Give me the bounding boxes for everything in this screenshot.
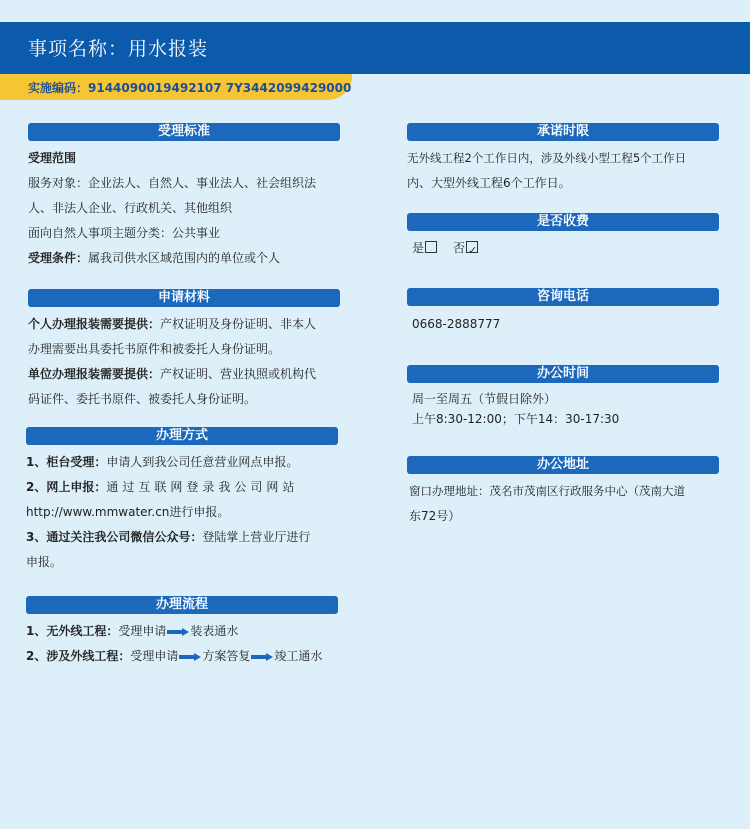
arrow-right-icon xyxy=(251,653,273,661)
method-2-line1: 2、网上申报：通过互联网登录我公司网站 xyxy=(26,480,299,494)
address-heading: 办公地址 xyxy=(407,456,719,474)
materials-heading: 申请材料 xyxy=(28,289,340,307)
section-materials xyxy=(28,289,340,412)
fee-yes-checkbox xyxy=(425,241,437,253)
scope-title: 受理范围 xyxy=(28,151,77,165)
theme-line: 面向自然人事项主题分类：公共事业 xyxy=(28,226,221,240)
page-title: 事项名称：用水报装 xyxy=(28,38,209,60)
unit-line1: 单位办理报装需要提供：产权证明、营业执照或机构代 xyxy=(28,367,317,381)
section-promise xyxy=(407,123,719,196)
implementation-code: 实施编码：9144090019492107 7Y3442099429000 xyxy=(28,81,352,95)
fee-heading: 是否收费 xyxy=(407,213,719,231)
condition-line: 受理条件：属我司供水区域范围内的单位或个人 xyxy=(28,251,281,265)
section-hours xyxy=(407,365,719,429)
personal-line2: 办理需要出具委托书原件和被委托人身份证明。 xyxy=(28,342,281,356)
section-phone xyxy=(407,288,719,337)
standard-heading: 受理标准 xyxy=(28,123,340,141)
personal-line1: 个人办理报装需要提供：产权证明及身份证明、非本人 xyxy=(28,317,317,331)
hours-line2: 上午8:30-12:00；下午14：30-17:30 xyxy=(412,412,620,426)
phone-heading: 咨询电话 xyxy=(407,288,719,306)
unit-line2: 码证件、委托书原件、被委托人身份证明。 xyxy=(28,392,257,406)
method-1: 1、柜台受理：申请人到我公司任意营业网点申报。 xyxy=(26,455,299,469)
address-line1: 窗口办理地址：茂名市茂南区行政服务中心（茂南大道 xyxy=(409,484,685,498)
section-standard xyxy=(28,123,340,271)
hours-heading: 办公时间 xyxy=(407,365,719,383)
promise-line2: 内、大型外线工程6个工作日。 xyxy=(407,176,571,190)
arrow-right-icon xyxy=(167,628,189,636)
address-line2: 东72号） xyxy=(409,509,461,523)
section-process xyxy=(26,596,338,669)
section-fee xyxy=(407,213,719,261)
service-line2: 人、非法人企业、行政机关、其他组织 xyxy=(28,201,233,215)
promise-line1: 无外线工程2个工作日内，涉及外线小型工程5个工作日 xyxy=(407,151,687,165)
arrow-right-icon xyxy=(179,653,201,661)
section-method xyxy=(26,427,338,575)
process-heading: 办理流程 xyxy=(26,596,338,614)
hours-line1: 周一至周五（节假日除外） xyxy=(412,392,557,406)
process-1: 1、无外线工程：受理申请 装表通水 xyxy=(26,624,239,638)
promise-heading: 承诺时限 xyxy=(407,123,719,141)
service-line1: 服务对象：企业法人、自然人、事业法人、社会组织法 xyxy=(28,176,317,190)
method-2-line2: http://www.mmwater.cn进行申报。 xyxy=(26,505,230,519)
code-bar xyxy=(0,74,352,100)
process-2: 2、涉及外线工程：受理申请 方案答复 竣工通水 xyxy=(26,649,323,663)
section-address xyxy=(407,456,719,529)
fee-options: 是 否✓ xyxy=(412,236,719,261)
header-bar xyxy=(0,22,750,74)
phone-number: 0668-2888777 xyxy=(412,317,501,331)
fee-no-checkbox xyxy=(466,241,478,253)
method-heading: 办理方式 xyxy=(26,427,338,445)
method-3-line1: 3、通过关注我公司微信公众号：登陆掌上营业厅进行 xyxy=(26,530,311,544)
method-3-line2: 申报。 xyxy=(26,555,63,569)
